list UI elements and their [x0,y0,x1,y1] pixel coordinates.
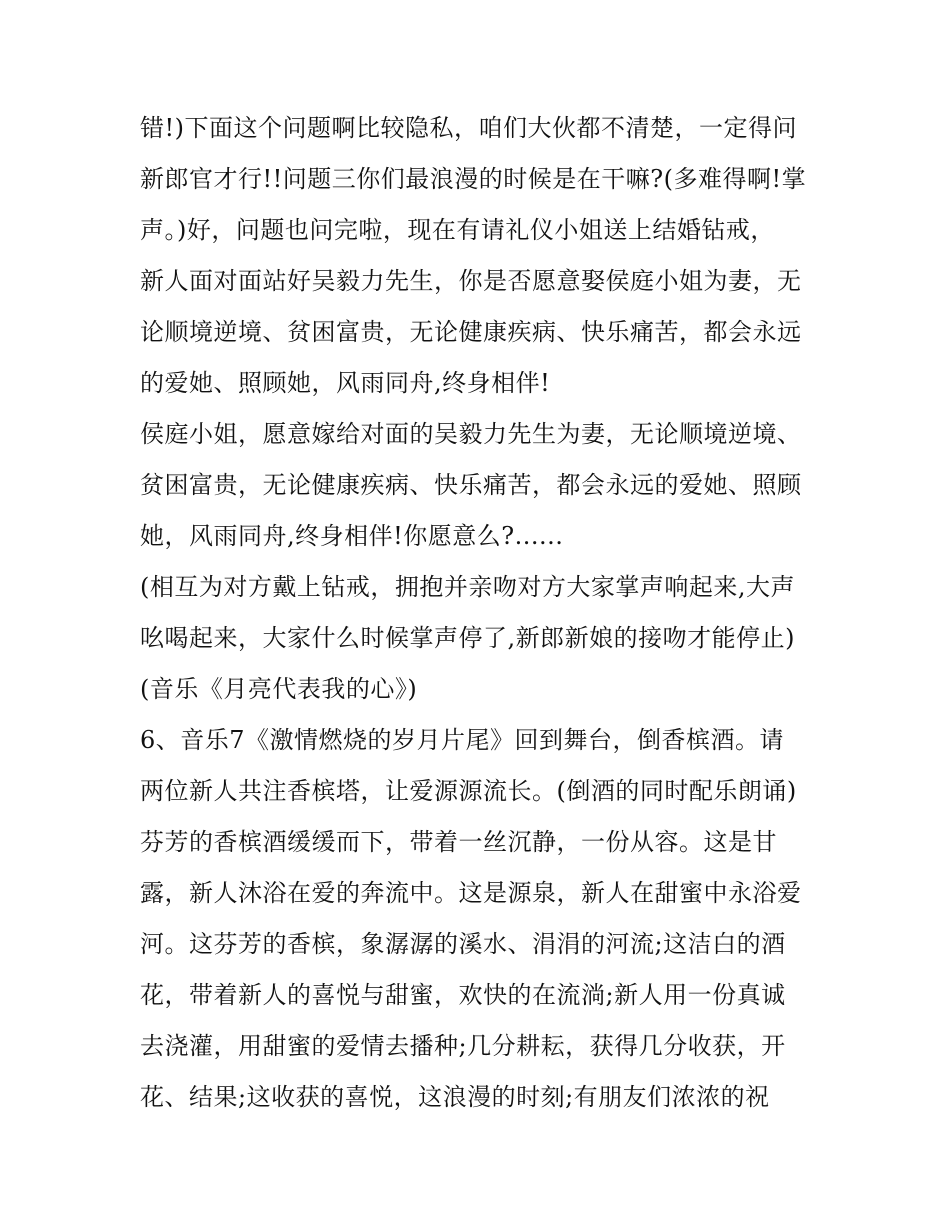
body-text [140,103,830,1123]
text-line: 花，带着新人的喜悦与甜蜜，欢快的在流淌;新人用一份真诚 [140,981,786,1009]
text-line: 两位新人共注香槟塔，让爱源源流长。(倒酒的同时配乐朗诵) [140,777,797,805]
text-line: 她，风雨同舟,终身相伴!你愿意么?...... [140,522,564,550]
text-line: 论顺境逆境、贫困富贵，无论健康疾病、快乐痛苦，都会永远 [140,318,802,346]
text-line: 6、音乐7《激情燃烧的岁月片尾》回到舞台，倒香槟酒。请 [140,726,785,754]
text-line: 吆喝起来，大家什么时候掌声停了,新郎新娘的接吻才能停止) [140,624,795,652]
text-line: 河。这芬芳的香槟，象潺潺的溪水、涓涓的河流;这洁白的酒 [140,930,786,958]
text-line: 芬芳的香槟酒缓缓而下，带着一丝沉静，一份从容。这是甘 [140,828,777,856]
text-line: 露，新人沐浴在爱的奔流中。这是源泉，新人在甜蜜中永浴爱 [140,879,802,907]
text-line: 新郎官才行!!问题三你们最浪漫的时候是在干嘛?(多难得啊!掌 [140,165,807,193]
text-line: 错!)下面这个问题啊比较隐私，咱们大伙都不清楚，一定得问 [140,114,798,142]
text-line: 花、结果;这收获的喜悦，这浪漫的时刻;有朋友们浓浓的祝 [140,1083,770,1111]
text-line: 声。)好，问题也问完啦，现在有请礼仪小姐送上结婚钻戒， [140,216,775,244]
text-line: 侯庭小姐，愿意嫁给对面的吴毅力先生为妻，无论顺境逆境、 [140,420,802,448]
text-line: (音乐《月亮代表我的心》) [140,675,418,703]
text-line: (相互为对方戴上钻戒，拥抱并亲吻对方大家掌声响起来,大声 [140,573,795,601]
text-line: 的爱她、照顾她，风雨同舟,终身相伴! [140,369,551,397]
text-line: 新人面对面站好吴毅力先生，你是否愿意娶侯庭小姐为妻，无 [140,267,802,295]
text-line: 去浇灌，用甜蜜的爱情去播种;几分耕耘，获得几分收获，开 [140,1032,786,1060]
text-line: 贫困富贵，无论健康疾病、快乐痛苦，都会永远的爱她、照顾 [140,471,802,499]
